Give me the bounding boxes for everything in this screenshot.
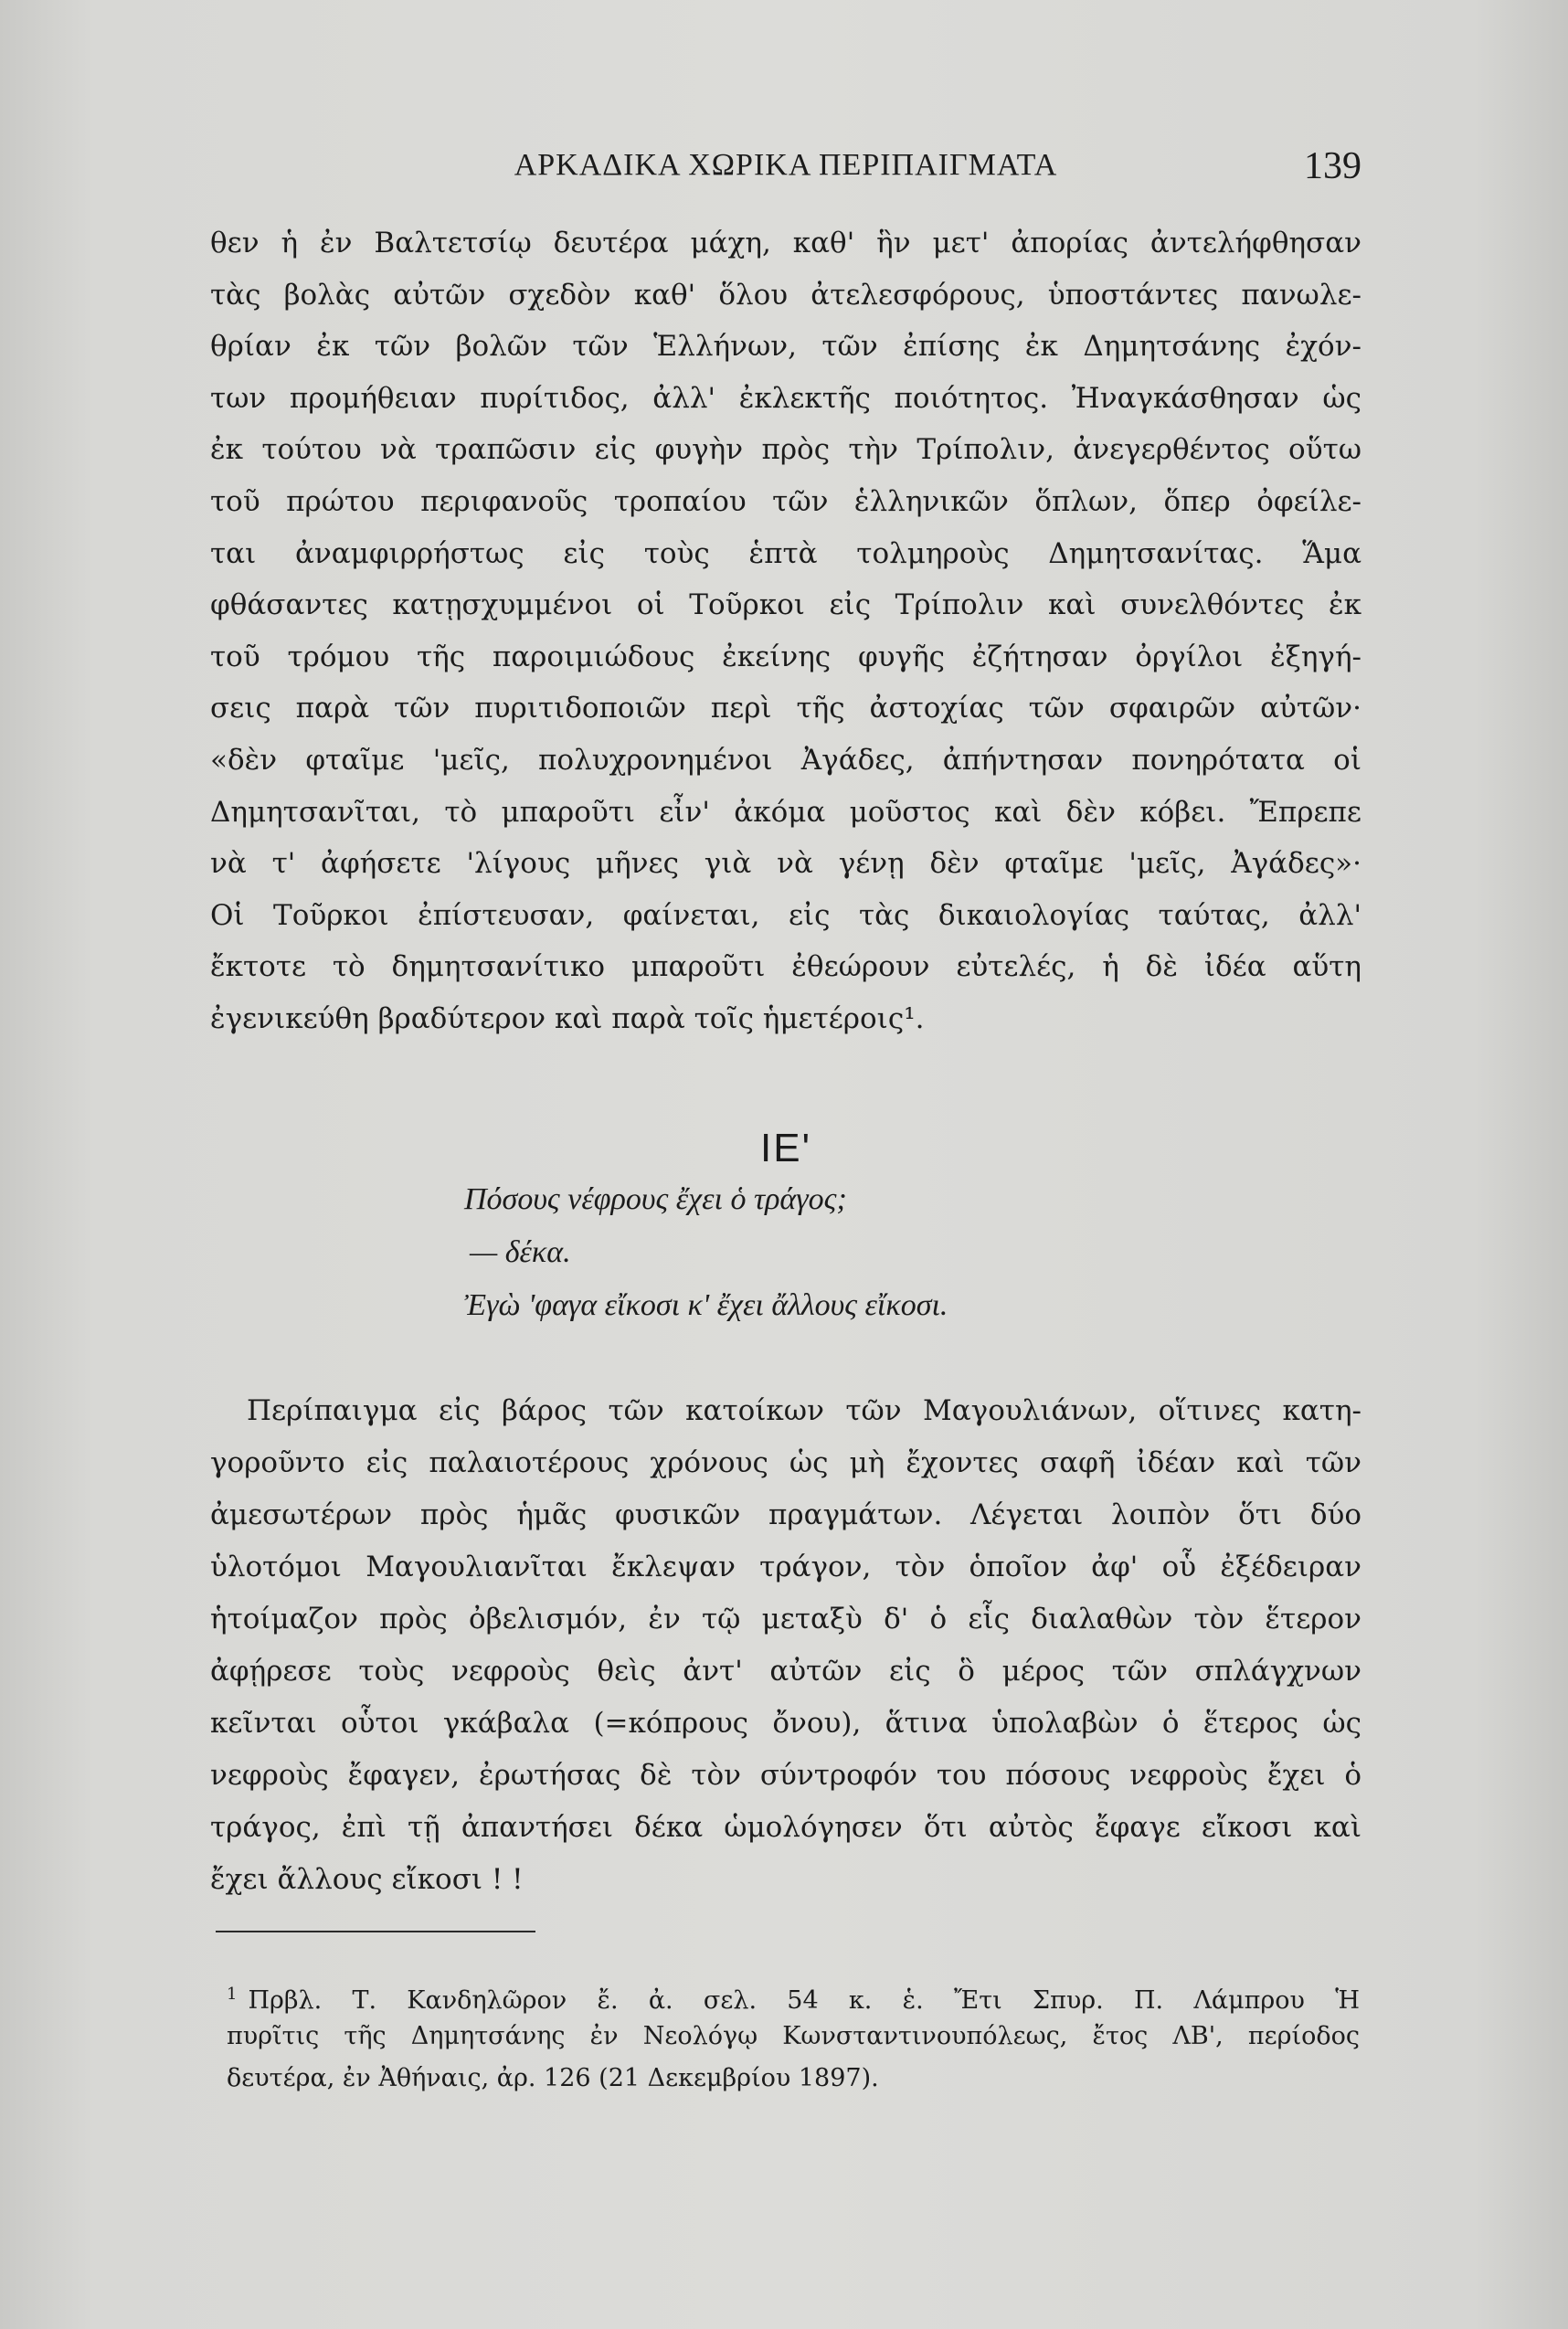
text-line: θεν ἡ ἐν Βαλτετσίῳ δευτέρα μάχη, καθ' ἣν μετ' ἀπορίας ἀντελήφθησαν [210, 227, 1361, 259]
verse-line: Ἐγὼ 'φαγα εἴκοσι κ' ἔχει ἄλλους εἴκοσι. [464, 1288, 948, 1322]
text-line: γοροῦντο εἰς παλαιοτέρους χρόνους ὡς μὴ ἔχοντες σαφῆ ἰδέαν καὶ τῶν [210, 1446, 1361, 1479]
text-line: ὑλοτόμοι Μαγουλιανῖται ἔκλεψαν τράγον, τὸν ὁποῖον ἀφ' οὗ ἐξέδειραν [210, 1551, 1361, 1583]
verse-line: — δέκα. [470, 1235, 571, 1269]
text-line: σεις παρὰ τῶν πυριτιδοποιῶν περὶ τῆς ἀστοχίας τῶν σφαιρῶν αὐτῶν· [210, 692, 1361, 725]
text-line: Περίπαιγμα εἰς βάρος τῶν κατοίκων τῶν Μαγουλιάνων, οἵτινες κατη- [247, 1394, 1361, 1427]
footnote-divider [216, 1931, 535, 1932]
footnote-marker: 1 [227, 1985, 238, 2004]
footnote-line [227, 1974, 1360, 2016]
text-line: ἔκτοτε τὸ δημητσανίτικο μπαροῦτι ἐθεώρουν εὐτελές, ἡ δὲ ἰδέα αὕτη [210, 950, 1361, 984]
running-head: ΑΡΚΑΔΙΚΑ ΧΩΡΙΚΑ ΠΕΡΙΠΑΙΓΜΑΤΑ [514, 148, 1058, 182]
text-line: τοῦ τρόμου τῆς παροιμιώδους ἐκείνης φυγῆς ἐζήτησαν ὀργίλοι ἐξηγή- [210, 640, 1361, 673]
text-line: ται ἀναμφιρρήστως εἰς τοὺς ἑπτὰ τολμηροὺς Δημητσανίτας. Ἅμα [210, 536, 1361, 570]
text-line: τράγος, ἐπὶ τῇ ἀπαντήσει δέκα ὡμολόγησεν ὅτι αὐτὸς ἔφαγε εἴκοσι καὶ [210, 1811, 1361, 1844]
text-line: νεφροὺς ἔφαγεν, ἐρωτήσας δὲ τὸν σύντροφόν του πόσους νεφροὺς ἔχει ὁ [210, 1759, 1361, 1792]
text-line: τὰς βολὰς αὐτῶν σχεδὸν καθ' ὅλου ἀτελεσφόρους, ὑποστάντες πανωλε- [210, 278, 1361, 312]
verse-block [464, 1173, 948, 1332]
text-line: ἐκ τούτου νὰ τραπῶσιν εἰς φυγὴν πρὸς τὴν Τρίπολιν, ἀνεγερθέντος οὕτω [210, 433, 1361, 467]
text-line: Δημητσανῖται, τὸ μπαροῦτι εἶν' ἀκόμα μοῦστος καὶ δὲν κόβει. Ἔπρεπε [210, 795, 1361, 829]
text-line: Οἱ Τοῦρκοι ἐπίστευσαν, φαίνεται, εἰς τὰς δικαιολογίας ταύτας, ἀλλ' [210, 898, 1361, 932]
text-line: θρίαν ἐκ τῶν βολῶν τῶν Ἑλλήνων, τῶν ἐπίσης ἐκ Δημητσάνης ἐχόν- [210, 330, 1361, 364]
text-line: ἔχει ἄλλους εἴκοσι ! ! [210, 1863, 524, 1896]
paragraph-2 [210, 1385, 1361, 1906]
verse-line: Πόσους νέφρους ἔχει ὁ τράγος; [464, 1182, 847, 1216]
paragraph-1 [210, 217, 1361, 1045]
footnote-line: δευτέρα, ἐν Ἀθήναις, ἀρ. 126 (21 Δεκεμβρίου 1897). [227, 2064, 879, 2092]
text-line: κεῖνται οὗτοι γκάβαλα (=κόπρους ὄνου), ἅτινα ὑπολαβὼν ὁ ἕτερος ὡς [210, 1707, 1361, 1740]
footnote [227, 1974, 1360, 2100]
text-line: νὰ τ' ἀφήσετε 'λίγους μῆνες γιὰ νὰ γένῃ δὲν φταῖμε 'μεῖς, Ἀγάδες»· [210, 847, 1361, 881]
footnote-text: Πρβλ. Τ. Κανδηλῶρον ἔ. ἀ. σελ. 54 κ. ἑ. Ἔτι Σπυρ. Π. Λάμπρου Ἡ [248, 1986, 1360, 2015]
text-line: ἐγενικεύθη βραδύτερον καὶ παρὰ τοῖς ἡμετέροις¹. [210, 1001, 925, 1035]
text-line: ἀμεσωτέρων πρὸς ἡμᾶς φυσικῶν πραγμάτων. Λέγεται λοιπὸν ὅτι δύο [210, 1498, 1361, 1531]
page-header [210, 139, 1361, 194]
section-heading: ΙΕ' [760, 1126, 811, 1170]
text-line: «δὲν φταῖμε 'μεῖς, πολυχρονημένοι Ἀγάδες, ἀπήντησαν πονηρότατα οἱ [210, 743, 1361, 777]
text-line: των προμήθειαν πυρίτιδος, ἀλλ' ἐκλεκτῆς ποιότητος. Ἠναγκάσθησαν ὡς [210, 381, 1361, 415]
text-line: ἀφῄρεσε τοὺς νεφροὺς θεὶς ἀντ' αὐτῶν εἰς ὃ μέρος τῶν σπλάγχνων [210, 1655, 1361, 1688]
text-line: τοῦ πρώτου περιφανοῦς τροπαίου τῶν ἑλληνικῶν ὅπλων, ὅπερ ὀφείλε- [210, 484, 1361, 518]
footnote-line: πυρῖτις τῆς Δημητσάνης ἐν Νεολόγῳ Κωνσταντινουπόλεως, ἔτος ΛΒ', περίοδος [227, 2022, 1360, 2050]
page-number: 139 [1304, 145, 1361, 187]
text-line: ἡτοίμαζον πρὸς ὀβελισμόν, ἐν τῷ μεταξὺ δ' ὁ εἷς διαλαθὼν τὸν ἕτερον [210, 1603, 1361, 1636]
text-line: φθάσαντες κατῃσχυμμένοι οἱ Τοῦρκοι εἰς Τρίπολιν καὶ συνελθόντες ἐκ [210, 588, 1361, 622]
